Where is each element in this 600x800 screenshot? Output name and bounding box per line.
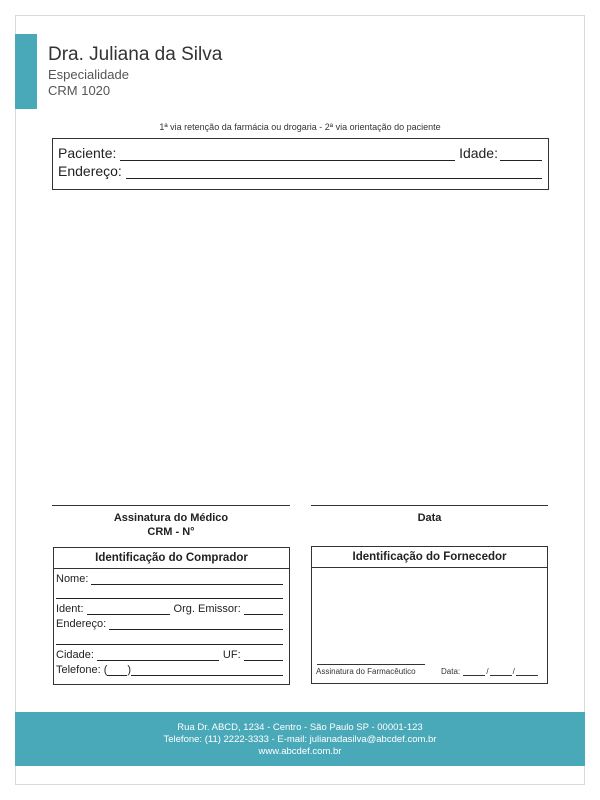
date-signature-line[interactable] [311,505,548,506]
buyer-name-row [56,573,283,585]
buyer-address-field-line2[interactable] [56,634,283,645]
buyer-phone-area-field[interactable] [107,665,127,676]
footer-address: Rua Dr. ABCD, 1234 - Centro - São Paulo SP - 00001-123 [177,722,423,733]
buyer-phone-close: ) [127,664,132,676]
buyer-state-label: UF: [222,649,241,661]
supplier-box-title: Identificação do Fornecedor [312,547,547,568]
buyer-phone-row [56,664,283,676]
pharmacist-signature-label: Assinatura do Farmacêutico [316,667,416,676]
footer-bar [15,712,585,766]
supplier-date-label: Data: [441,667,461,676]
doctor-signature-label: Assinatura do Médico [113,512,229,524]
supplier-date-month-field[interactable] [490,667,512,676]
patient-age-label: Idade: [459,145,498,161]
doctor-signature-line[interactable] [52,505,290,506]
buyer-city-row [56,649,283,661]
buyer-identification-box [53,547,290,685]
patient-age-field[interactable] [500,148,542,161]
doctor-name: Dra. Juliana da Silva [48,44,223,65]
patient-box [52,138,549,190]
patient-address-label: Endereço: [58,163,122,179]
buyer-city-label: Cidade: [56,649,94,661]
copy-distribution-note: 1ª via retenção da farmácia ou drogaria - 2ª via orientação do paciente [159,122,441,132]
buyer-name-label: Nome: [56,573,89,585]
buyer-issuer-field[interactable] [244,604,283,615]
buyer-ident-field[interactable] [87,604,170,615]
patient-name-row [58,145,542,161]
patient-address-field[interactable] [126,166,542,179]
buyer-address-row [56,618,283,630]
supplier-identification-box [311,546,548,684]
buyer-box-title: Identificação do Comprador [54,548,289,569]
doctor-specialty: Especialidade [48,67,129,82]
buyer-ident-label: Ident: [56,603,84,615]
patient-address-row [58,163,542,179]
buyer-phone-field[interactable] [131,665,283,676]
buyer-address-continuation-row [56,634,283,645]
patient-name-label: Paciente: [58,145,117,161]
buyer-state-field[interactable] [244,650,283,661]
doctor-crm-label: CRM - N° [147,526,195,538]
footer-contact: Telefone: (11) 2222-3333 - E-mail: julianadasilva@abcdef.com.br [163,734,437,745]
buyer-name-field[interactable] [91,574,283,585]
buyer-phone-label: Telefone: ( [56,664,108,676]
date-label: Data [417,512,442,524]
buyer-issuer-label: Org. Emissor: [173,603,241,615]
buyer-name-field-line2[interactable] [56,588,283,599]
buyer-name-continuation-row [56,588,283,599]
supplier-date-year-field[interactable] [516,667,538,676]
buyer-address-label: Endereço: [56,618,107,630]
footer-website: www.abcdef.com.br [258,746,342,757]
doctor-signature-caption [52,511,290,539]
pharmacist-signature-line[interactable] [317,664,425,665]
buyer-address-field[interactable] [109,619,283,630]
supplier-date-day-field[interactable] [463,667,485,676]
patient-name-field[interactable] [120,148,455,161]
supplier-date-row: Data: / / [441,667,539,676]
buyer-city-field[interactable] [97,650,219,661]
header-accent-bar [15,34,37,109]
doctor-crm: CRM 1020 [48,83,111,98]
buyer-ident-row [56,603,283,615]
